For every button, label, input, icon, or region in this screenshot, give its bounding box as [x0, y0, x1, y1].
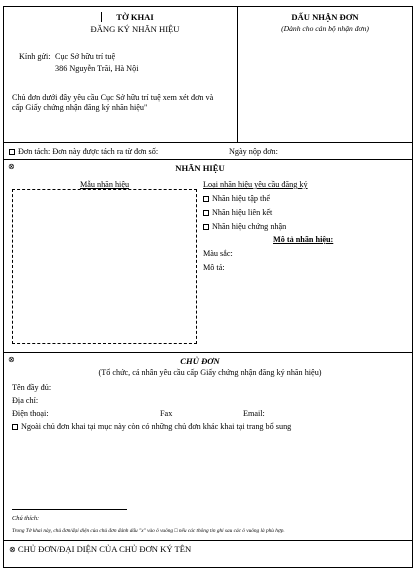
separation-row — [9, 147, 158, 157]
form-subtitle: ĐĂNG KÝ NHÃN HIỆU — [90, 24, 180, 34]
applicant-name-label: Tên đầy đủ: — [12, 383, 52, 392]
applicant-phone-label: Điện thoại: — [12, 409, 49, 418]
form-title: TỜ KHAI — [116, 12, 154, 22]
divider-trademark — [3, 352, 413, 353]
request-line-2: cấp Giấy chứng nhận đăng ký nhãn hiệu" — [12, 103, 148, 112]
receipt-subtitle: (Dành cho cán bộ nhận đơn) — [281, 24, 369, 33]
to-line-1: Cục Sở hữu trí tuệ — [55, 52, 116, 61]
divider-footer — [3, 540, 413, 541]
applicant-address-label: Địa chỉ: — [12, 396, 39, 405]
other-applicants-checkbox[interactable] — [12, 424, 18, 430]
mark-type-collective: Nhãn hiệu tập thể — [203, 194, 270, 204]
divider-separation — [3, 159, 413, 160]
applicant-section-marker-icon: ⊗ — [8, 355, 15, 364]
receipt-title: DẤU NHẬN ĐƠN — [291, 12, 359, 22]
signature-section-title: CHỦ ĐƠN/ĐẠI DIỆN CỦA CHỦ ĐƠN KÝ TÊN — [17, 544, 192, 554]
mark-description-heading: Mô tả nhãn hiệu: — [273, 235, 334, 244]
collective-checkbox[interactable] — [203, 196, 209, 202]
filing-date-label: Ngày nộp đơn: — [229, 147, 278, 156]
other-applicants-row: Ngoài chủ đơn khai tại mục này còn có những chủ đơn khác khai tại trang bổ sung — [12, 422, 291, 432]
applicant-subtitle: (Tổ chức, cá nhân yêu cầu cấp Giấy chứng nhận đăng ký nhãn hiệu) — [98, 368, 322, 377]
signature-row — [9, 544, 191, 555]
footnote-rule — [12, 509, 127, 510]
mark-sample-label: Mẫu nhãn hiệu — [79, 180, 130, 189]
trademark-section-title: NHÃN HIỆU — [175, 163, 225, 173]
associated-checkbox[interactable] — [203, 210, 209, 216]
signature-section-marker-icon: ⊗ — [9, 545, 16, 554]
footnote-label: Chú thích: — [12, 515, 40, 522]
mark-desc-label: Mô tả: — [203, 263, 225, 272]
footnote-text: Trong Tờ khai này, chủ đơn/đại diện của chủ đơn đánh dấu "x" vào ô vuông □ nếu các thông tin ghi sau các ô vuông là phù hợp. — [12, 528, 285, 534]
mark-type-certification: Nhãn hiệu chứng nhận — [203, 222, 286, 232]
mark-type-associated: Nhãn hiệu liên kết — [203, 208, 272, 218]
request-line-1: Chủ đơn dưới đây yêu cầu Cục Sở hữu trí tuệ xem xét đơn và — [12, 93, 214, 102]
separation-label: Đơn tách: Đơn này được tách ra từ đơn số: — [18, 147, 159, 156]
mark-color-label: Màu sắc: — [203, 249, 233, 258]
certification-checkbox[interactable] — [203, 224, 209, 230]
title-bar-mark — [101, 12, 102, 22]
to-line-2: 386 Nguyễn Trãi, Hà Nội — [55, 64, 139, 73]
trademark-section-marker-icon: ⊗ — [8, 162, 15, 171]
mark-sample-box[interactable] — [12, 189, 197, 344]
applicant-email-label: Email: — [243, 409, 265, 418]
applicant-fax-label: Fax — [160, 409, 173, 418]
applicant-section-title: CHỦ ĐƠN — [180, 356, 220, 366]
separation-checkbox[interactable] — [9, 149, 15, 155]
to-label: Kính gửi: — [19, 52, 51, 61]
mark-type-heading: Loại nhãn hiệu yêu cầu đăng ký — [203, 180, 308, 189]
divider-header — [3, 142, 413, 143]
